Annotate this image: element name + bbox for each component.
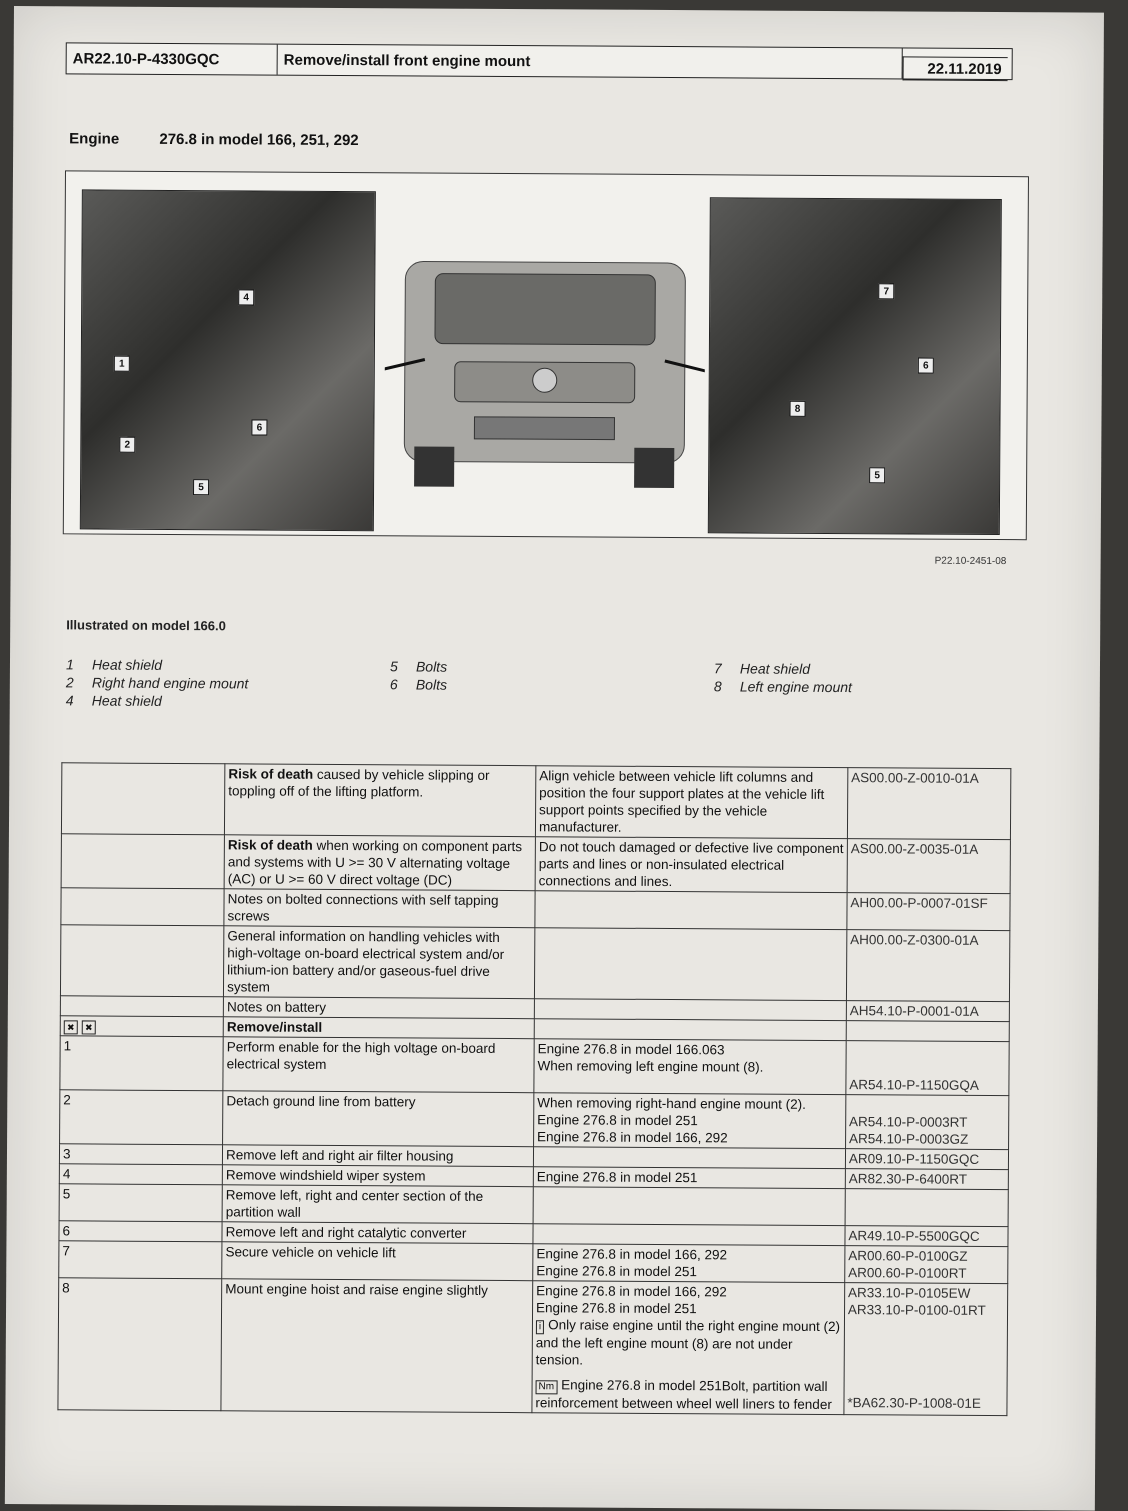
step-note bbox=[534, 928, 846, 1001]
step-number: 7 bbox=[59, 1241, 222, 1279]
engine-value: 276.8 in model 166, 251, 292 bbox=[159, 131, 358, 149]
legend-column-1 bbox=[66, 656, 249, 711]
action-text: Notes on bolted connections with self tapping screws bbox=[227, 891, 498, 923]
callout-5: 5 bbox=[193, 479, 209, 495]
action-text: Detach ground line from battery bbox=[226, 1093, 415, 1109]
illustrated-note: Illustrated on model 166.0 bbox=[66, 617, 226, 633]
document-title: Remove/install front engine mount bbox=[278, 45, 903, 79]
step-number: 5 bbox=[59, 1184, 222, 1222]
step-number bbox=[61, 763, 225, 835]
engine-photo-right-side bbox=[80, 189, 376, 531]
step-action bbox=[222, 1242, 533, 1281]
legend-num: 6 bbox=[390, 676, 416, 694]
action-text: Remove left and right catalytic converter bbox=[226, 1224, 467, 1240]
step-reference: AH00.00-Z-0300-01A bbox=[846, 930, 1010, 1002]
remove-icon: ✖ bbox=[64, 1020, 78, 1034]
step-note bbox=[534, 999, 846, 1021]
step-action bbox=[224, 889, 535, 928]
callout-4: 4 bbox=[238, 289, 254, 305]
table-row bbox=[60, 925, 1009, 1002]
action-text: caused by vehicle slipping or toppling off of the lifting platform. bbox=[228, 767, 489, 800]
info-icon: i bbox=[536, 1320, 544, 1334]
legend-num: 8 bbox=[714, 678, 740, 696]
action-emphasis: Risk of death bbox=[228, 766, 313, 782]
legend-text: Heat shield bbox=[92, 656, 162, 674]
step-number: 4 bbox=[59, 1164, 222, 1185]
step-note bbox=[534, 1019, 846, 1041]
legend-column-3 bbox=[714, 660, 852, 697]
action-text: Secure vehicle on vehicle lift bbox=[225, 1244, 395, 1260]
legend-num: 7 bbox=[714, 660, 740, 678]
step-reference: AR54.10-P-1150GQA bbox=[846, 1041, 1009, 1096]
legend-text: Right hand engine mount bbox=[92, 674, 249, 693]
step-reference: AH54.10-P-0001-01A bbox=[846, 1001, 1009, 1022]
step-reference: AR54.10-P-0003RT AR54.10-P-0003GZ bbox=[845, 1095, 1008, 1150]
document-page bbox=[5, 6, 1104, 1511]
table-row bbox=[60, 1036, 1009, 1096]
table-row bbox=[61, 888, 1010, 931]
step-number bbox=[60, 996, 223, 1017]
table-row bbox=[59, 1241, 1008, 1284]
step-note: Engine 276.8 in model 251 bbox=[533, 1167, 845, 1189]
table-row bbox=[60, 1090, 1009, 1150]
procedure-table bbox=[57, 762, 1011, 1416]
action-text: Mount engine hoist and raise engine slightly bbox=[225, 1281, 488, 1298]
action-text: Notes on battery bbox=[227, 999, 326, 1015]
callout-7: 7 bbox=[878, 283, 894, 299]
step-action bbox=[222, 1222, 533, 1244]
step-reference bbox=[846, 1021, 1009, 1042]
action-text: Remove left and right air filter housing bbox=[226, 1147, 453, 1163]
step-action bbox=[222, 1165, 533, 1187]
step-note: Do not touch damaged or defective live component parts and lines or non-insulated electrical connections and lines. bbox=[535, 837, 847, 893]
legend-num: 5 bbox=[390, 658, 416, 676]
table-row bbox=[61, 834, 1010, 894]
legend-num: 1 bbox=[66, 656, 92, 674]
step-number: 2 bbox=[60, 1090, 223, 1145]
action-text: Perform enable for the high voltage on-board electrical system bbox=[227, 1039, 496, 1072]
table-row bbox=[59, 1184, 1008, 1227]
legend-text: Bolts bbox=[416, 658, 447, 676]
callout-5-right: 5 bbox=[869, 467, 885, 483]
step-number bbox=[60, 925, 224, 997]
step-note: Engine 276.8 in model 166, 292 Engine 276.8 in model 251 bbox=[533, 1244, 845, 1283]
torque-reference: *BA62.30-P-1008-01E bbox=[847, 1394, 1003, 1412]
step-note bbox=[533, 1224, 845, 1246]
legend-text: Bolts bbox=[416, 676, 447, 694]
legend-text: Heat shield bbox=[92, 692, 162, 710]
step-action bbox=[222, 1185, 533, 1224]
step-note: Engine 276.8 in model 166.063 When removing left engine mount (8). bbox=[534, 1039, 846, 1095]
step-number bbox=[60, 1016, 223, 1037]
step-number: 1 bbox=[60, 1036, 223, 1091]
step-action bbox=[224, 926, 535, 999]
illustration-figure bbox=[63, 170, 1029, 540]
step-number: 8 bbox=[58, 1278, 222, 1411]
step-note bbox=[532, 1281, 845, 1415]
step-reference: AR49.10-P-5500GQC bbox=[845, 1226, 1008, 1247]
step-reference: AR82.30-P-6400RT bbox=[845, 1169, 1008, 1190]
action-text: Remove left, right and center section of the partition wall bbox=[226, 1187, 484, 1219]
step-reference bbox=[845, 1189, 1008, 1227]
step-note bbox=[533, 1147, 845, 1169]
figure-reference: P22.10-2451-08 bbox=[935, 556, 1007, 567]
torque-icon: Nm bbox=[535, 1380, 557, 1394]
install-icon: ✖ bbox=[82, 1020, 96, 1034]
callout-6: 6 bbox=[251, 419, 267, 435]
document-header bbox=[66, 42, 1013, 80]
step-note: Align vehicle between vehicle lift columns and position the four support plates at the vehicle lift support points specified by the vehicle manufacturer. bbox=[535, 766, 847, 839]
legend-num: 4 bbox=[66, 692, 92, 710]
reference-text: AR33.10-P-0105EW AR33.10-P-0100-01RT bbox=[848, 1285, 986, 1318]
document-date: 22.11.2019 bbox=[903, 56, 1008, 81]
legend-num: 2 bbox=[66, 674, 92, 692]
step-action bbox=[223, 997, 534, 1019]
info-text: Only raise engine until the right engine mount (2) and the left engine mount (8) are not under tension. bbox=[536, 1317, 840, 1367]
note-text: Engine 276.8 in model 166, 292 Engine 276.8 in model 251 bbox=[536, 1282, 841, 1318]
torque-text: Engine 276.8 in model 251Bolt, partition wall reinforcement between wheel well liners to fender bbox=[535, 1377, 832, 1412]
callout-8: 8 bbox=[790, 401, 806, 417]
step-note bbox=[535, 891, 847, 930]
engine-photo-left-side bbox=[708, 197, 1002, 535]
step-number bbox=[61, 834, 224, 889]
step-reference: AR00.60-P-0100GZ AR00.60-P-0100RT bbox=[845, 1246, 1008, 1284]
engine-label: Engine bbox=[69, 130, 119, 147]
action-text: when working on component parts and systems with U >= 30 V alternating voltage (AC) or U >= 60 V direct voltage (DC) bbox=[228, 838, 522, 888]
step-note bbox=[533, 1187, 845, 1226]
legend-text: Heat shield bbox=[740, 660, 810, 678]
table-row bbox=[61, 763, 1010, 840]
step-action bbox=[221, 1279, 533, 1413]
step-number bbox=[61, 888, 224, 926]
step-number: 3 bbox=[59, 1144, 222, 1165]
action-text: Remove windshield wiper system bbox=[226, 1167, 426, 1183]
callout-1: 1 bbox=[114, 356, 130, 372]
table-row bbox=[58, 1278, 1008, 1416]
step-action bbox=[223, 1017, 534, 1039]
step-reference: AS00.00-Z-0035-01A bbox=[847, 839, 1010, 894]
step-action bbox=[225, 764, 536, 837]
action-text: General information on handling vehicles with high-voltage on-board electrical system and/or lithium-ion battery and/or gaseous-fuel drive system bbox=[227, 928, 504, 994]
callout-6-right: 6 bbox=[918, 358, 934, 374]
action-emphasis: Remove/install bbox=[227, 1019, 322, 1035]
callout-2: 2 bbox=[119, 437, 135, 453]
action-emphasis: Risk of death bbox=[228, 837, 313, 853]
step-reference: AS00.00-Z-0010-01A bbox=[847, 768, 1011, 840]
step-reference: AH00.00-P-0007-01SF bbox=[847, 893, 1010, 931]
engine-line bbox=[69, 130, 359, 149]
step-action bbox=[223, 1145, 534, 1167]
step-action bbox=[223, 1037, 534, 1093]
legend-text: Left engine mount bbox=[740, 678, 852, 697]
step-note: When removing right-hand engine mount (2). Engine 276.8 in model 251 Engine 276.8 in model 166, 292 bbox=[534, 1093, 846, 1149]
step-action bbox=[223, 1091, 534, 1147]
step-action bbox=[224, 835, 535, 891]
document-id: AR22.10-P-4330GQC bbox=[67, 43, 278, 74]
step-number: 6 bbox=[59, 1221, 222, 1242]
step-reference bbox=[844, 1283, 1008, 1416]
vehicle-front-illustration bbox=[384, 221, 706, 493]
step-reference: AR09.10-P-1150GQC bbox=[845, 1149, 1008, 1170]
legend-column-2 bbox=[390, 658, 447, 694]
